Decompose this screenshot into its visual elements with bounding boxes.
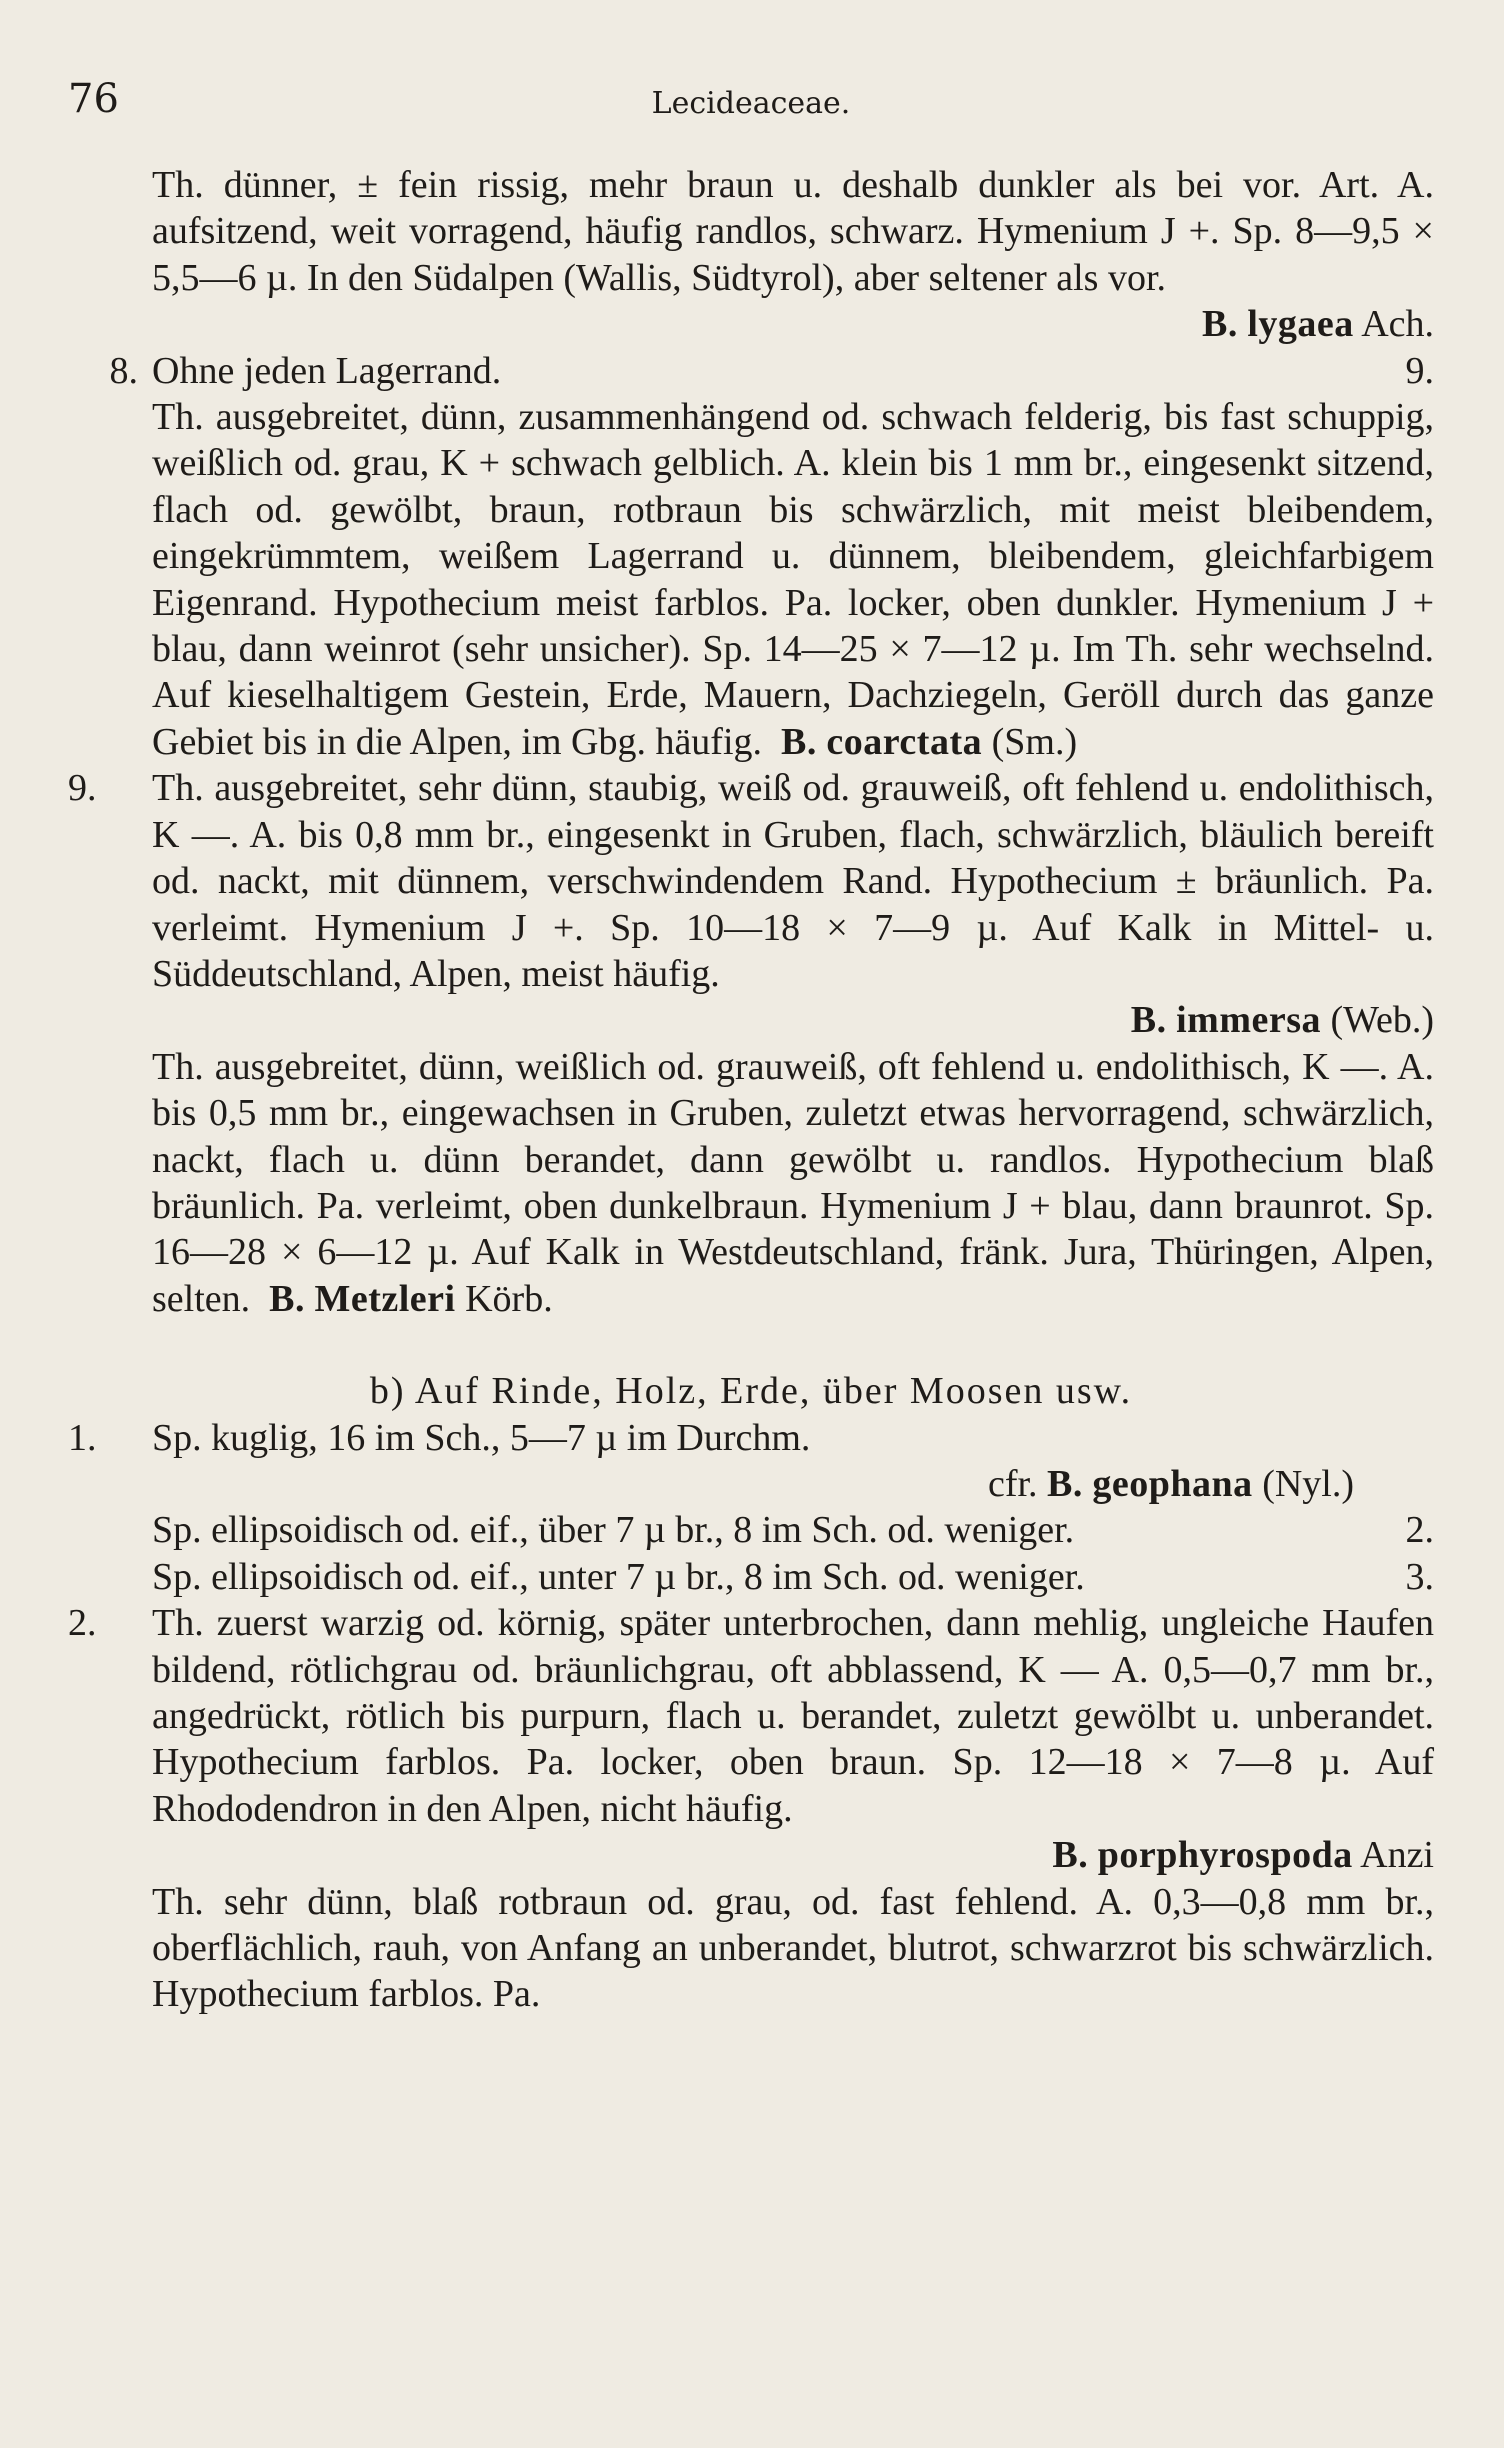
paragraph: Th. ausgebreitet, dünn, weißlich od. grauweiß, oft fehlend u. endolithisch, K —. A. bis 0,5 mm br., eingewachsen in Gruben, zuletzt etwas hervorragend, schwärzlich, nackt, flach u. dünn berandet, dann gewölbt u. randlos. Hypothecium blaß bräunlich. Pa. verleimt, oben dunkelbraun. Hymenium J + blau, dann braunrot. Sp. 16—28 × 6—12 µ. Auf Kalk in Westdeutschland, fränk. Jura, Thüringen, Alpen, selten. B. Metzleri Körb. — [152, 1045, 1434, 1320]
key-line: Sp. ellipsoidisch od. eif., über 7 µ br., 8 im Sch. od. weniger. 2. — [152, 1509, 1434, 1552]
species-name: B. lygaea Ach. — [1201, 303, 1434, 346]
section-heading: b) Auf Rinde, Holz, Erde, über Moosen usw. — [369, 1370, 1133, 1413]
paragraph: Th. dünner, ± fein rissig, mehr braun u. deshalb dunkler als bei vor. Art. A. aufsitzend, weit vorragend, häufig randlos, schwarz. Hymenium J +. Sp. 8—9,5 × 5,5—6 µ. In den Südalpen (Wallis, Südtyrol), aber seltener als vor. — [152, 164, 1434, 299]
key-entry: 9. Th. ausgebreitet, sehr dünn, staubig, weiß od. grauweiß, oft fehlend u. endolithisch, K —. A. bis 0,8 mm br., eingesenkt in Gruben, flach, schwärzlich, bläulich bereift od. nackt, mit dünnem, verschwindendem Rand. Hypothecium ± bräunlich. Pa. verleimt. Hymenium J +. Sp. 10—18 × 7—9 µ. Auf Kalk in Mittel- u. Süddeutschland, Alpen, meist häufig. — [68, 767, 1434, 995]
species-name: B. porphyrospoda Anzi — [1052, 1834, 1434, 1877]
running-title: Lecideaceae. — [651, 86, 851, 121]
species-name: cfr. B. geophana (Nyl.) — [987, 1462, 1354, 1505]
key-entry: 2. Th. zuerst warzig od. körnig, später unterbrochen, dann mehlig, ungleiche Haufen bildend, rötlichgrau od. bräunlichgrau, oft abblassend, K — A. 0,5—0,7 mm br., angedrückt, rötlich bis purpurn, flach u. berandet, zuletzt gewölbt u. unberandet. Hypothecium farblos. Pa. locker, oben braun. Sp. 12—18 × 7—8 µ. Auf Rhododendron in den Alpen, nicht häufig. — [68, 1602, 1434, 1830]
page-header — [68, 76, 1434, 126]
paragraph: Th. ausgebreitet, dünn, zusammenhängend od. schwach felderig, bis fast schuppig, weißlich od. grau, K + schwach gelblich. A. klein bis 1 mm br., eingesenkt sitzend, flach od. gewölbt, braun, rotbraun bis schwärzlich, mit meist bleibendem, eingekrümmtem, weißem Lagerrand u. dünnem, bleibendem, gleichfarbigem Eigenrand. Hypothecium meist farblos. Pa. locker, oben dunkler. Hymenium J + blau, dann weinrot (sehr unsicher). Sp. 14—25 × 7—12 µ. Im Th. sehr wechselnd. Auf kieselhaltigem Gestein, Erde, Mauern, Dachziegeln, Geröll durch das ganze Gebiet bis in die Alpen, im Gbg. häufig. B. coarctata (Sm.) — [152, 396, 1434, 763]
key-line: 8. Ohne jeden Lagerrand. 9. — [109, 349, 1434, 392]
page-number: 76 — [68, 76, 119, 122]
species-name: B. immersa (Web.) — [1130, 999, 1434, 1042]
key-entry: 1. Sp. kuglig, 16 im Sch., 5—7 µ im Durchm. — [68, 1416, 811, 1459]
page-body — [68, 162, 1434, 2018]
paragraph: Th. sehr dünn, blaß rotbraun od. grau, od. fast fehlend. A. 0,3—0,8 mm br., oberflächlich, rauh, von Anfang an unberandet, blutrot, schwarzrot bis schwärzlich. Hypothecium farblos. Pa. — [152, 1880, 1434, 2016]
key-line: Sp. ellipsoidisch od. eif., unter 7 µ br., 8 im Sch. od. weniger. 3. — [152, 1555, 1434, 1598]
